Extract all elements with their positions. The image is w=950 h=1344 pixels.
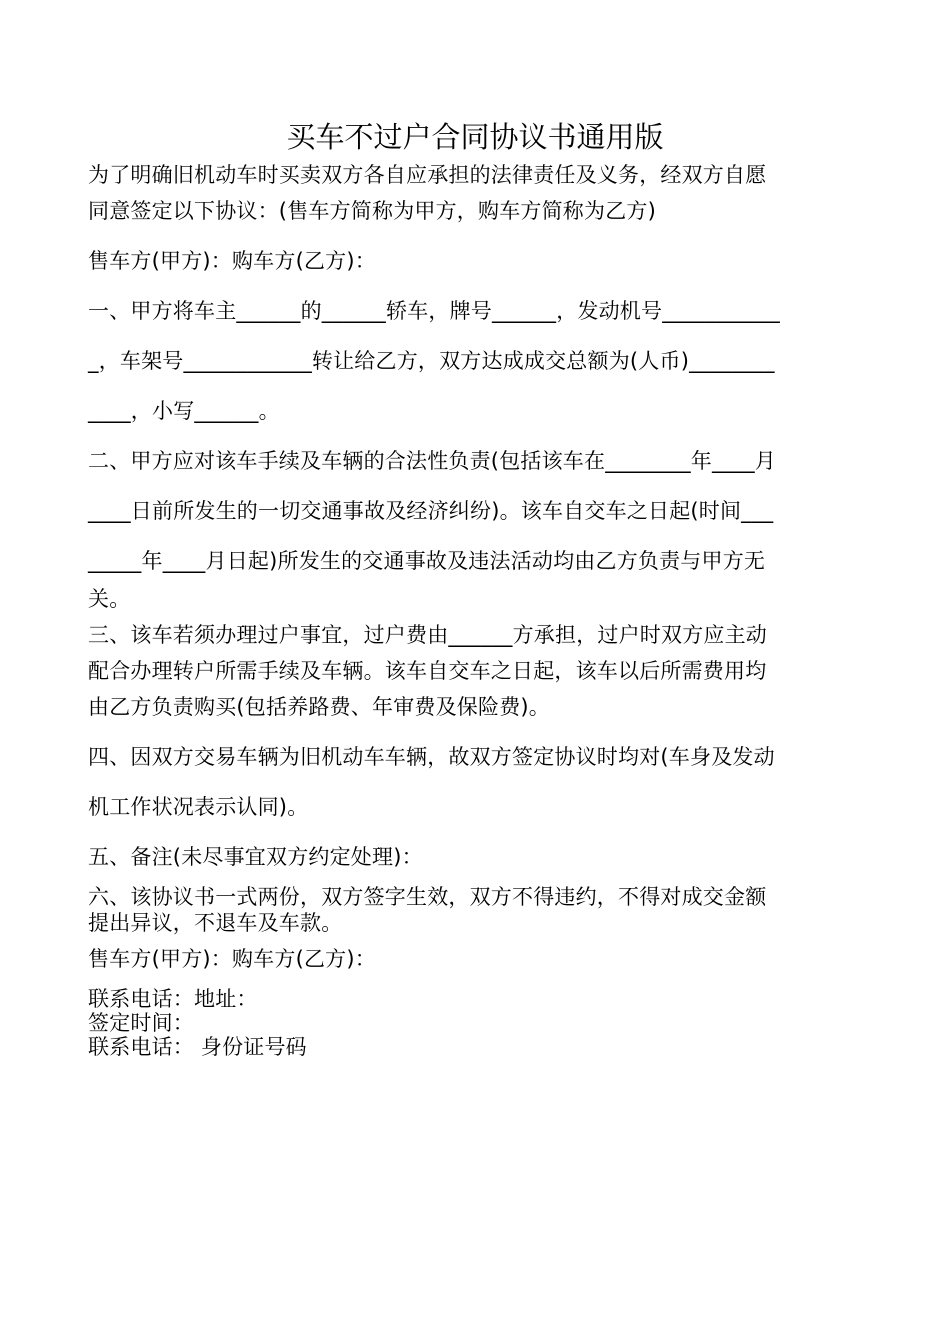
- document-title: 买车不过户合同协议书通用版: [286, 120, 664, 154]
- clause-2-line-4: 关。: [88, 587, 131, 611]
- clause-5-line: 五、备注(未尽事宜双方约定处理)：: [88, 845, 423, 869]
- clause-1-line-1: 一、甲方将车主______的______轿车，牌号______，发动机号___________: [88, 299, 780, 323]
- contact-id-line: 联系电话： 身份证号码: [88, 1035, 307, 1059]
- clause-2-line-1: 二、甲方应对该车手续及车辆的合法性负责(包括该车在________年____月: [88, 449, 776, 473]
- clause-2-line-3: _____年____月日起)所发生的交通事故及违法活动均由乙方负责与甲方无: [88, 549, 766, 573]
- signature-parties-line: 售车方(甲方)：购车方(乙方)：: [88, 947, 376, 971]
- contact-address-line: 联系电话：地址：: [88, 987, 258, 1011]
- clause-2-line-2: ____日前所发生的一切交通事故及经济纠纷)。该车自交车之日起(时间___: [88, 499, 774, 523]
- clause-6-line-1: 六、该协议书一式两份，双方签字生效，双方不得违约，不得对成交金额: [88, 885, 767, 909]
- parties-line: 售车方(甲方)：购车方(乙方)：: [88, 249, 376, 273]
- clause-1-line-3: ____，小写______。: [88, 399, 280, 423]
- clause-4-line-2: 机工作状况表示认同)。: [88, 795, 309, 819]
- clause-3-line-3: 由乙方负责购买(包括养路费、年审费及保险费)。: [88, 695, 550, 719]
- clause-6-line-2: 提出异议，不退车及车款。: [88, 911, 343, 935]
- clause-3-line-1: 三、该车若须办理过户事宜，过户费由______方承担，过户时双方应主动: [88, 623, 767, 647]
- clause-3-line-2: 配合办理转户所需手续及车辆。该车自交车之日起，该车以后所需费用均: [88, 659, 767, 683]
- intro-line-1: 为了明确旧机动车时买卖双方各自应承担的法律责任及义务，经双方自愿: [88, 163, 767, 187]
- intro-line-2: 同意签定以下协议：(售车方简称为甲方，购车方简称为乙方): [88, 199, 656, 223]
- signing-date-line: 签定时间：: [88, 1011, 194, 1035]
- clause-4-line-1: 四、因双方交易车辆为旧机动车车辆，故双方签定协议时均对(车身及发动: [88, 745, 775, 769]
- clause-1-line-2: _，车架号____________转让给乙方，双方达成成交总额为(人币)________: [88, 349, 775, 373]
